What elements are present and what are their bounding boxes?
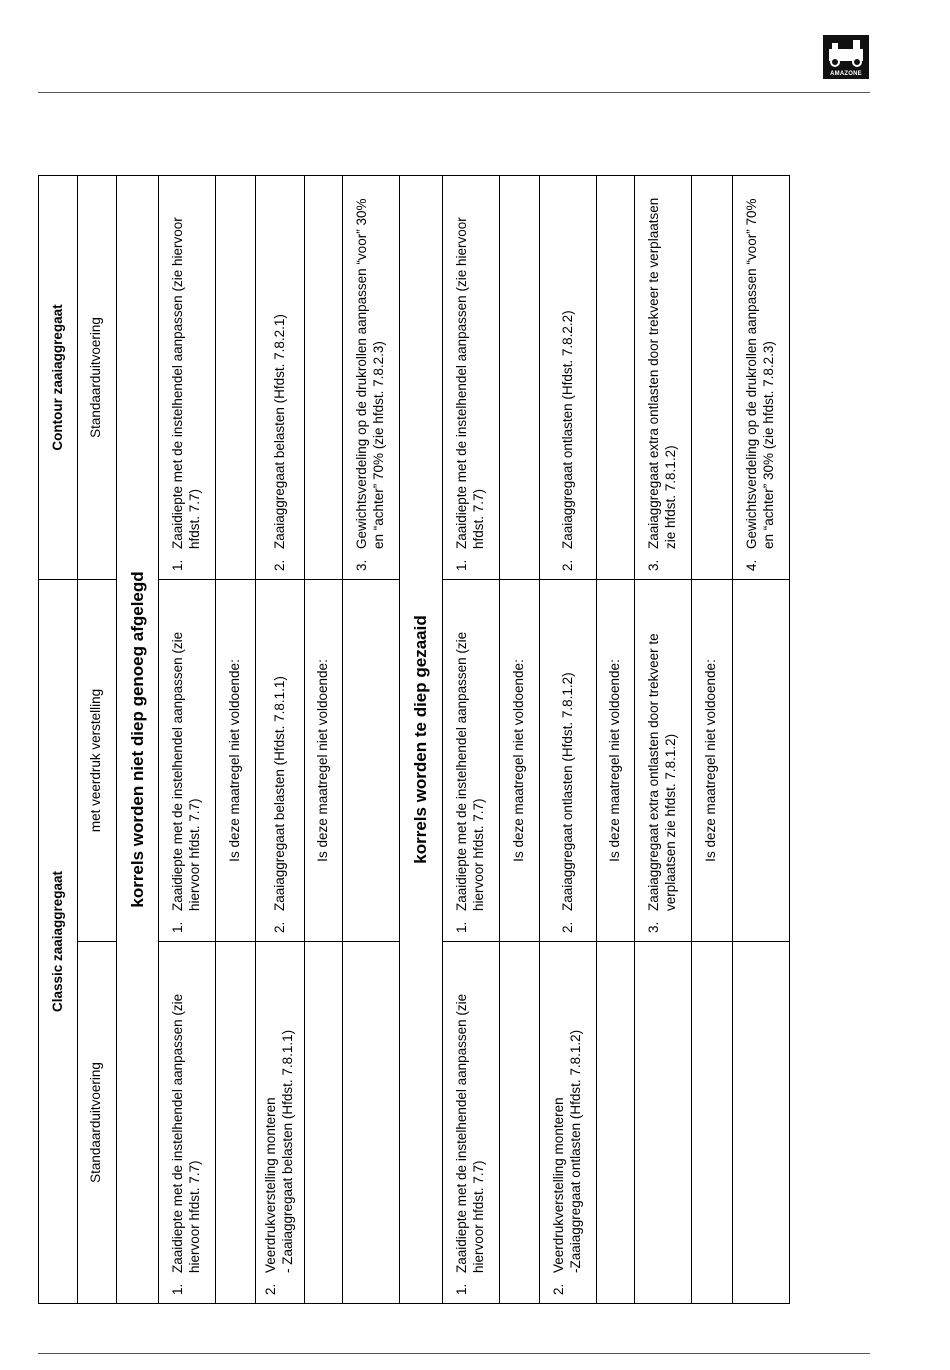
item-number: 2. xyxy=(551,1283,567,1295)
table-row xyxy=(158,175,215,1303)
note-text: Is deze maatregel niet voldoende: xyxy=(596,579,634,941)
section-title-row xyxy=(400,175,442,1303)
amazone-logo xyxy=(823,35,869,79)
item-number: 2. xyxy=(271,559,287,571)
footer-rule xyxy=(38,1353,870,1354)
table-row xyxy=(304,175,342,1303)
item-number: 2. xyxy=(559,559,575,571)
cell-text: Zaaiaggregaat extra ontlasten door trekveer te verplaatsen zie hfdst. 7.8.1.2) xyxy=(646,633,679,911)
item-number: 1. xyxy=(170,921,186,933)
table-row xyxy=(500,175,540,1303)
item-number: 1. xyxy=(453,559,469,571)
section2-title: korrels worden te diep gezaaid xyxy=(400,175,442,1303)
item-number: 2. xyxy=(559,921,575,933)
cell-text: Zaaiaggregaat ontlasten (Hfdst. 7.8.2.2) xyxy=(559,310,575,549)
cell-text: Zaaidiepte met de instelhendel aanpassen (zie hiervoor hfdst. 7.7) xyxy=(453,993,486,1273)
table-subheader-row xyxy=(78,175,116,1303)
cell-text: Zaaidiepte met de instelhendel aanpassen (zie hiervoor hfdst. 7.7) xyxy=(453,631,486,911)
note-text: Is deze maatregel niet voldoende: xyxy=(500,579,540,941)
table-row xyxy=(342,175,399,1303)
cell-text: Gewichtsverdeling op de drukrollen aanpassen “voor” 70% en “achter” 30% (zie hfdst. 7.8.2.3) xyxy=(743,198,776,549)
subheader-classic-standard: Standaarduitvoering xyxy=(78,942,116,1304)
table-row xyxy=(540,175,596,1303)
cell-text: Zaaiaggregaat belasten (Hfdst. 7.8.2.1) xyxy=(271,314,287,549)
subheader-classic-veerdruk: met veerdruk verstelling xyxy=(78,579,116,941)
item-number: 3. xyxy=(646,921,662,933)
item-number: 4. xyxy=(743,559,759,571)
cell-text: Zaaiaggregaat ontlasten (Hfdst. 7.8.1.2) xyxy=(559,672,575,911)
cell-text: -Zaaiaggregaat ontlasten (Hfdst. 7.8.1.2) xyxy=(567,1029,583,1273)
troubleshooting-table xyxy=(38,175,790,1304)
table-row xyxy=(634,175,691,1303)
item-number: 2. xyxy=(271,921,287,933)
cell-text: Veerdrukverstelling monteren xyxy=(263,1097,279,1273)
header-contour: Contour zaaiaggregaat xyxy=(39,175,78,579)
cell-text: Zaaiaggregaat extra ontlasten door trekveer te verplaatsen zie hfdst. 7.8.1.2) xyxy=(646,197,679,549)
logo-text: AMAZONE xyxy=(830,71,862,77)
item-number: 3. xyxy=(646,559,662,571)
table-row xyxy=(442,175,499,1303)
cell-text: Zaaiaggregaat belasten (Hfdst. 7.8.1.1) xyxy=(271,676,287,911)
cell-text: Zaaidiepte met de instelhendel aanpassen (zie hiervoor hfdst. 7.7) xyxy=(170,993,202,1273)
item-number: 1. xyxy=(453,1283,469,1295)
troubleshooting-table-rotated xyxy=(38,176,790,1304)
item-number: 1. xyxy=(170,1283,186,1295)
table-header-row xyxy=(39,175,78,1303)
item-number: 3. xyxy=(354,559,370,571)
table-row xyxy=(692,175,732,1303)
cell-text: Zaaidiepte met de instelhendel aanpassen (zie hiervoor hfdst. 7.7) xyxy=(453,217,486,549)
table-row xyxy=(732,175,789,1303)
item-number: 2. xyxy=(263,1283,279,1295)
item-number: 1. xyxy=(170,559,186,571)
note-text: Is deze maatregel niet voldoende: xyxy=(216,579,256,941)
section-title-row xyxy=(116,175,158,1303)
header-rule xyxy=(38,92,870,93)
header-classic: Classic zaaiaggregaat xyxy=(39,579,78,1303)
cell-text: Veerdrukverstelling monteren xyxy=(551,1097,567,1273)
cell-text: Zaaidiepte met de instelhendel aanpassen (zie hiervoor hfdst. 7.7) xyxy=(170,631,202,911)
table-row xyxy=(216,175,256,1303)
section1-title: korrels worden niet diep genoeg afgelegd xyxy=(116,175,158,1303)
tractor-emblem-icon xyxy=(823,35,869,69)
table-row xyxy=(256,175,304,1303)
table-row xyxy=(596,175,634,1303)
cell-text: Zaaidiepte met de instelhendel aanpassen (zie hiervoor hfdst. 7.7) xyxy=(170,217,202,549)
note-text: Is deze maatregel niet voldoende: xyxy=(304,579,342,941)
cell-text: Gewichtsverdeling op de drukrollen aanpassen “voor” 30% en “achter” 70% (zie hfdst. 7.8.2.3) xyxy=(354,198,387,549)
subheader-contour-standard: Standaarduitvoering xyxy=(78,175,116,579)
item-number: 1. xyxy=(453,921,469,933)
cell-text: - Zaaiaggregaat belasten (Hfdst. 7.8.1.1) xyxy=(280,1029,296,1273)
note-text: Is deze maatregel niet voldoende: xyxy=(692,579,732,941)
